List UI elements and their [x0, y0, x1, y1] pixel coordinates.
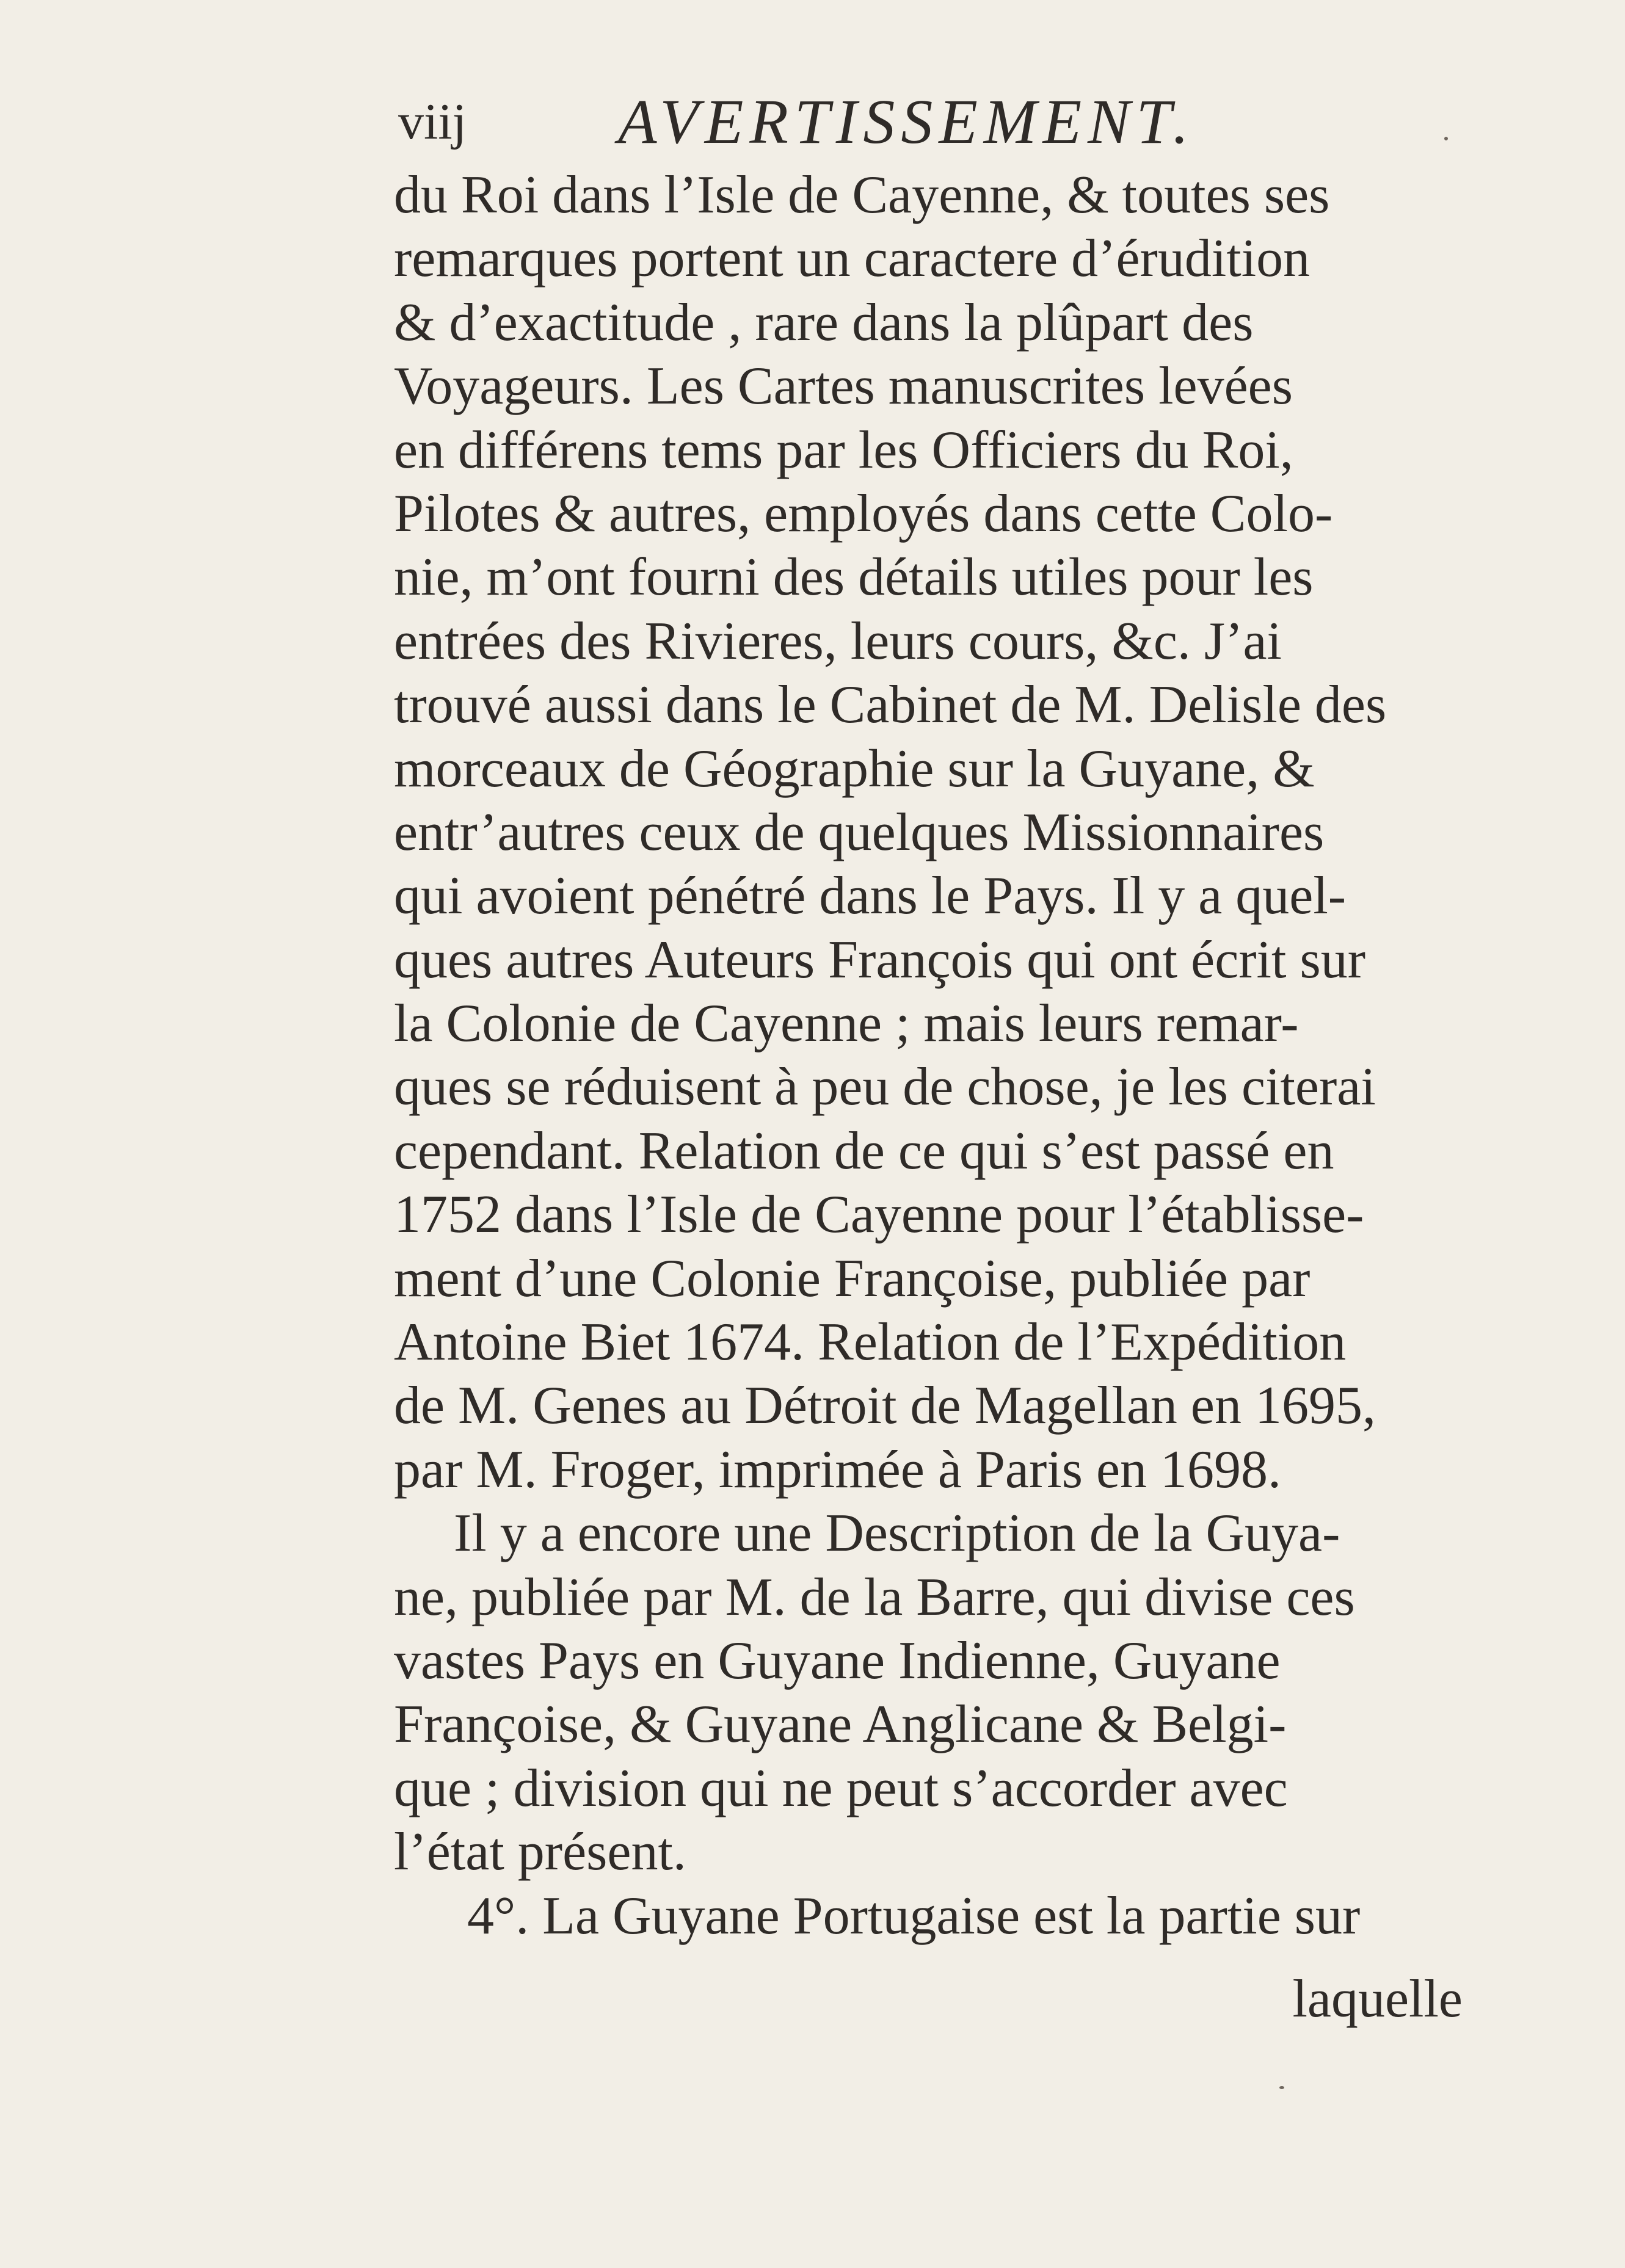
ink-speck-bottom	[1279, 2086, 1284, 2089]
body-line-4: Voyageurs. Les Cartes manuscrites levées	[394, 357, 1293, 416]
body-line-16: cependant. Relation de ce qui s’est passé en	[394, 1121, 1334, 1181]
catchword: laquelle	[1292, 1969, 1463, 2029]
body-line-11: entr’autres ceux de quelques Missionnaires	[394, 802, 1325, 862]
body-line-27: l’état présent.	[394, 1822, 686, 1882]
body-line-2: remarques portent un caractere d’érudition	[394, 229, 1311, 289]
body-line-21: par M. Froger, imprimée à Paris en 1698.	[394, 1440, 1282, 1499]
body-line-8: entrées des Rivieres, leurs cours, &c. J’ai	[394, 611, 1282, 671]
body-line-23: ne, publiée par M. de la Barre, qui divise ces	[394, 1567, 1355, 1627]
body-line-13: ques autres Auteurs François qui ont écrit sur	[394, 930, 1366, 990]
body-line-22: Il y a encore une Description de la Guya-	[454, 1504, 1340, 1563]
body-line-28: 4°. La Guyane Portugaise est la partie sur	[467, 1886, 1361, 1946]
running-title: AVERTISSEMENT.	[618, 87, 1195, 157]
body-line-25: Françoise, & Guyane Anglicane & Belgi-	[394, 1695, 1287, 1755]
body-line-6: Pilotes & autres, employés dans cette Colo-	[394, 484, 1333, 543]
body-line-19: Antoine Biet 1674. Relation de l’Expédition	[394, 1313, 1347, 1372]
body-text	[394, 164, 1458, 1948]
body-line-20: de M. Genes au Détroit de Magellan en 1695,	[394, 1376, 1376, 1436]
body-line-7: nie, m’ont fourni des détails utiles pour les	[394, 548, 1314, 607]
body-line-1: du Roi dans l’Isle de Cayenne, & toutes ses	[394, 165, 1330, 225]
body-line-17: 1752 dans l’Isle de Cayenne pour l’établisse-	[394, 1185, 1364, 1245]
body-line-3: & d’exactitude , rare dans la plûpart des	[394, 292, 1254, 352]
body-line-18: ment d’une Colonie Françoise, publiée par	[394, 1248, 1311, 1308]
body-line-14: la Colonie de Cayenne ; mais leurs remar-	[394, 994, 1299, 1054]
ink-speck-top	[1444, 137, 1448, 140]
body-line-9: trouvé aussi dans le Cabinet de M. Delisle des	[394, 675, 1387, 735]
page-number: viij	[398, 93, 467, 150]
body-line-26: que ; division qui ne peut s’accorder avec	[394, 1758, 1288, 1818]
body-line-10: morceaux de Géographie sur la Guyane, &	[394, 739, 1315, 799]
body-line-12: qui avoient pénétré dans le Pays. Il y a quel-	[394, 866, 1347, 926]
body-line-15: ques se réduisent à peu de chose, je les citerai	[394, 1057, 1376, 1117]
body-line-5: en différens tems par les Officiers du Roi,	[394, 420, 1293, 480]
page-header	[398, 87, 1467, 164]
body-line-24: vastes Pays en Guyane Indienne, Guyane	[394, 1631, 1281, 1690]
